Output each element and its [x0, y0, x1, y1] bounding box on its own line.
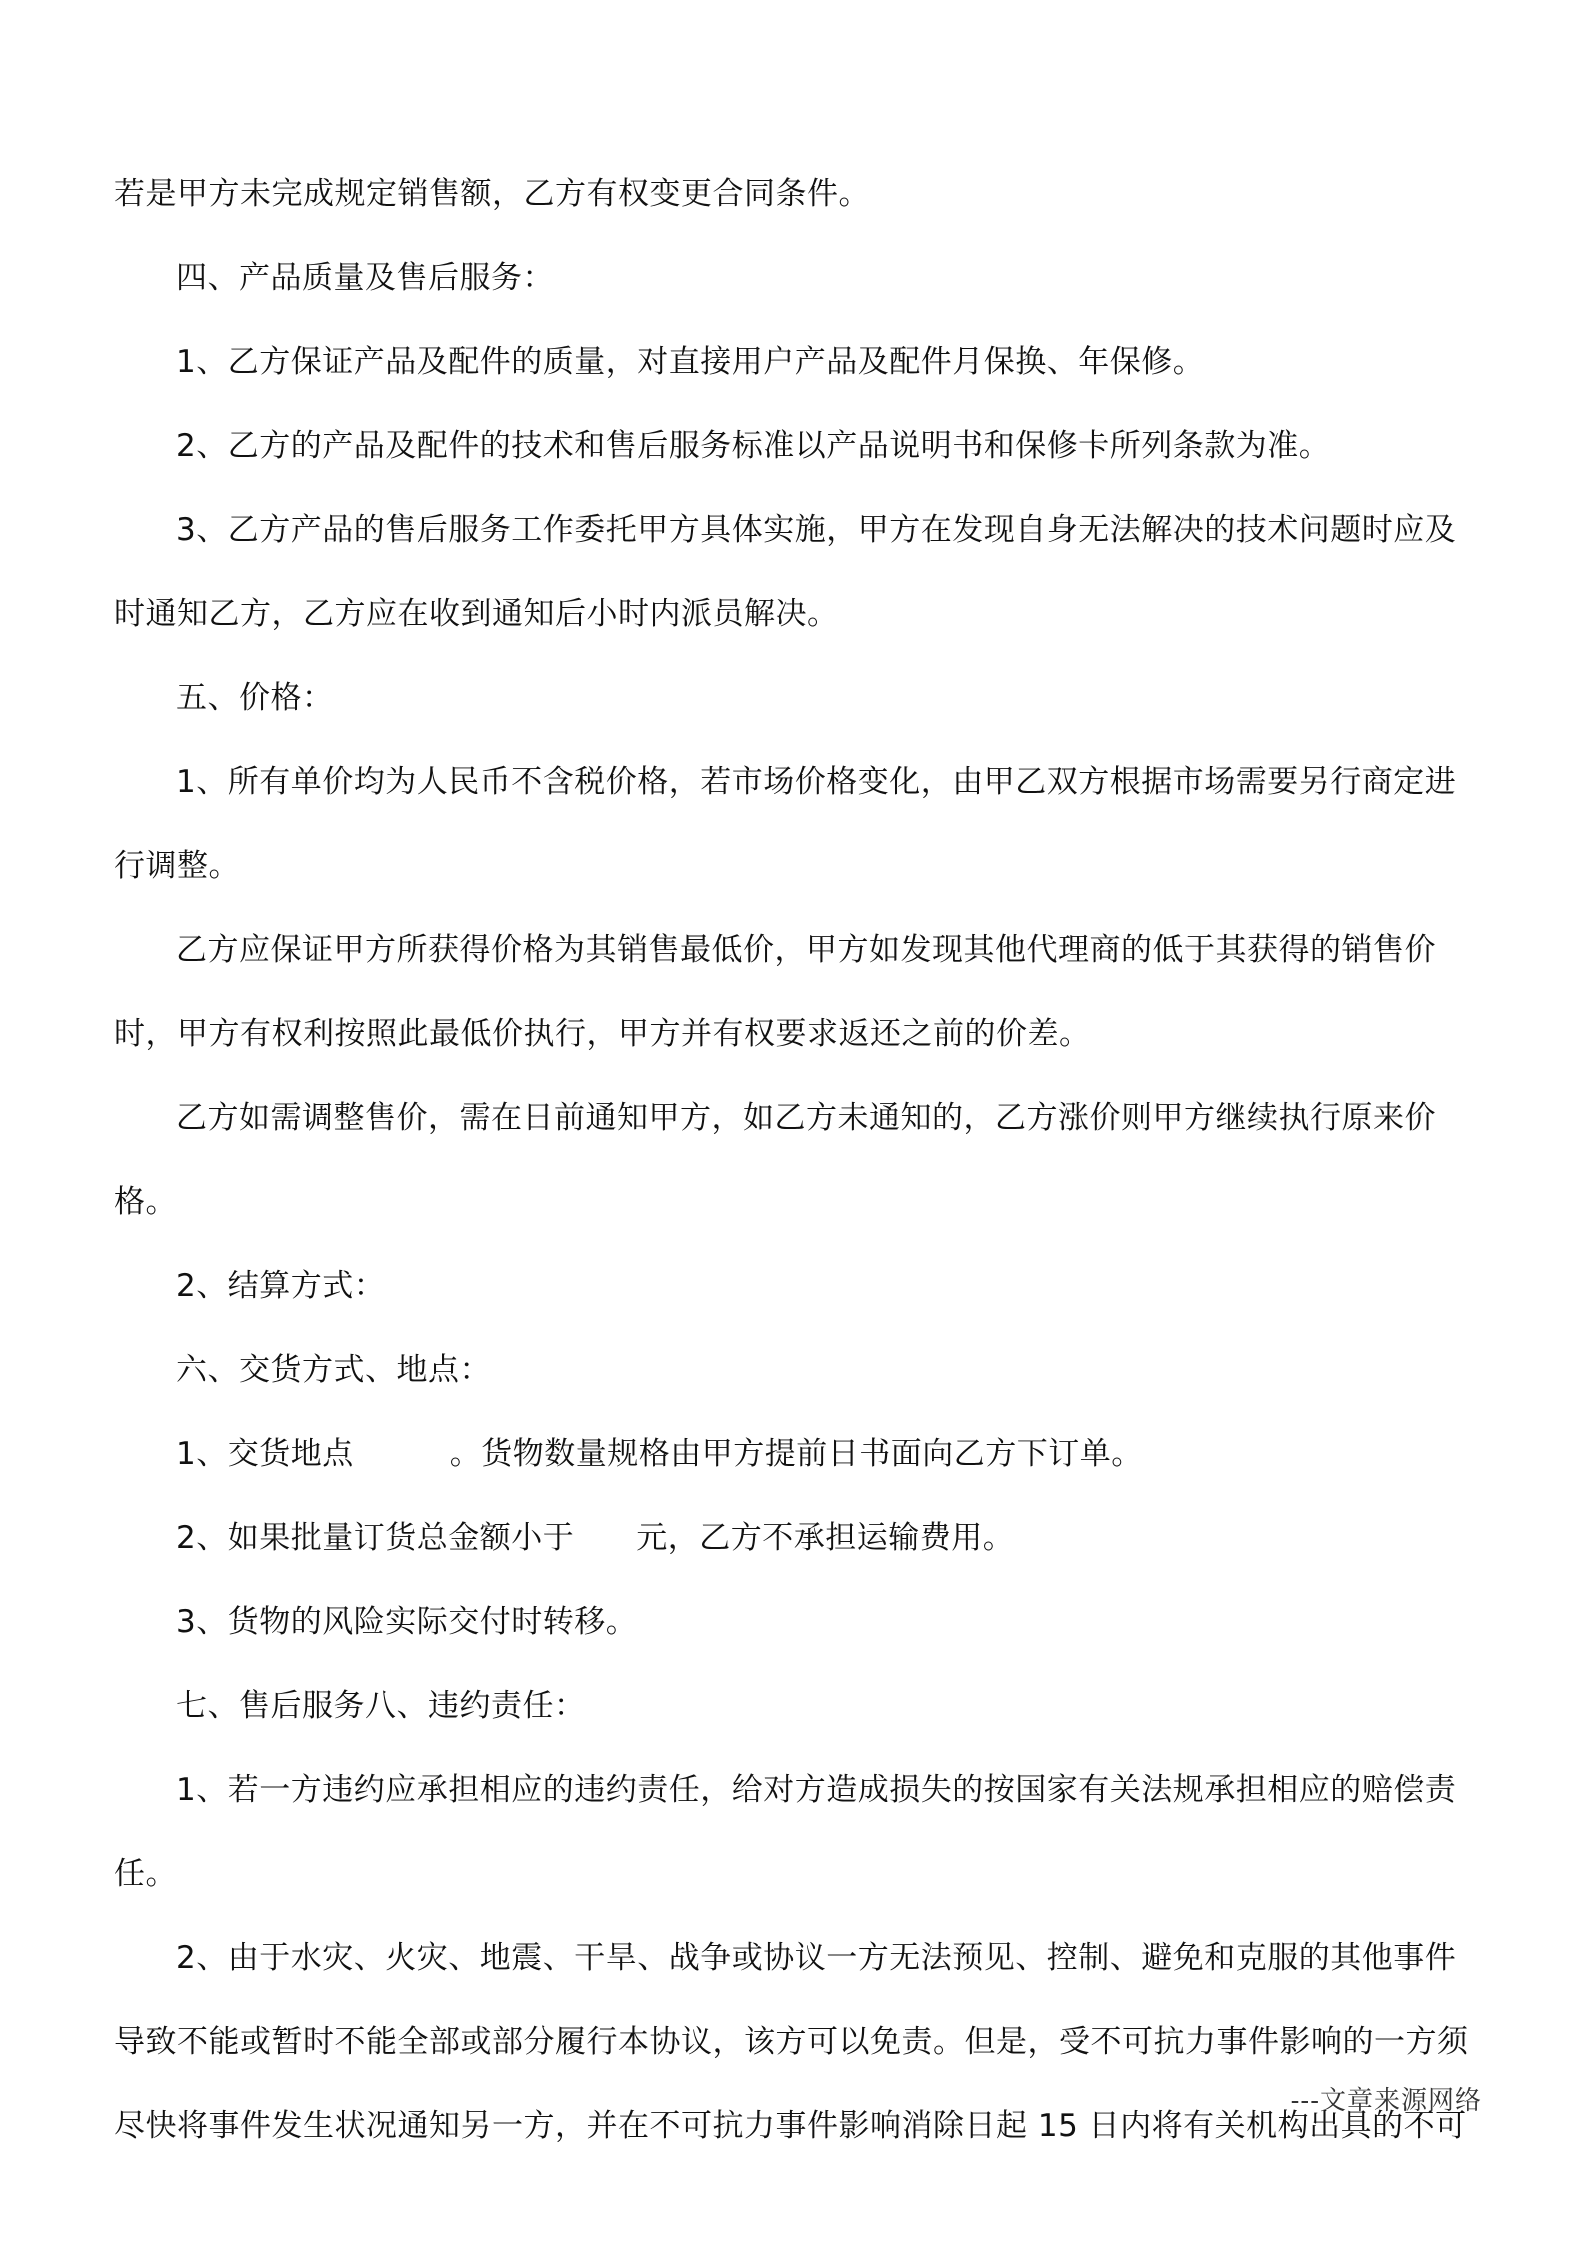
heading-quality-service: 四、产品质量及售后服务：: [176, 260, 554, 296]
paragraph-sales-condition: 若是甲方未完成规定销售额，乙方有权变更合同条件。: [114, 176, 870, 212]
paragraph-force-majeure: 2、由于水灾、火灾、地震、干旱、战争或协议一方无法预见、控制、避免和克服的其他事件导致不能或暂时不能全部或部分履行本协议，该方可以免责。但是，受不可抗力事件影响的一方须尽快将事件发生状况通知另一方，并在不可抗力事件影响消除日起 15 日内将有关机构出具的不可: [114, 1940, 1469, 2144]
heading-after-sales-liability: 七、售后服务八、违约责任：: [176, 1688, 586, 1724]
paragraph-delivery-3: 3、货物的风险实际交付时转移。: [176, 1604, 638, 1640]
delivery-1-after: 。货物数量规格由甲方提前日书面向乙方下订单。: [449, 1436, 1143, 1472]
source-footer: ---文章来源网络: [1290, 2086, 1482, 2116]
delivery-2-before: 2、如果批量订货总金额小于: [176, 1520, 575, 1556]
paragraph-quality-2: 2、乙方的产品及配件的技术和售后服务标准以产品说明书和保修卡所列条款为准。: [176, 428, 1331, 464]
delivery-2-after: 元，乙方不承担运输费用。: [636, 1520, 1015, 1556]
paragraph-quality-1: 1、乙方保证产品及配件的质量，对直接用户产品及配件月保换、年保修。: [176, 344, 1205, 380]
delivery-1-before: 1、交货地点: [176, 1436, 354, 1472]
paragraph-lowest-price: 乙方应保证甲方所获得价格为其销售最低价，甲方如发现其他代理商的低于其获得的销售价时，甲方有权利按照此最低价执行，甲方并有权要求返还之前的价差。: [114, 932, 1436, 1052]
paragraph-delivery-2: [114, 1496, 1482, 1580]
paragraph-delivery-1: [114, 1412, 1482, 1496]
paragraph-settlement: 2、结算方式：: [176, 1268, 386, 1304]
paragraph-price-adjust: 乙方如需调整售价，需在日前通知甲方，如乙方未通知的，乙方涨价则甲方继续执行原来价格。: [114, 1100, 1436, 1220]
paragraph-quality-3: 3、乙方产品的售后服务工作委托甲方具体实施，甲方在发现自身无法解决的技术问题时应及时通知乙方，乙方应在收到通知后小时内派员解决。: [114, 512, 1457, 632]
document-body: [114, 152, 1482, 2168]
heading-delivery: 六、交货方式、地点：: [176, 1352, 491, 1388]
heading-price: 五、价格：: [176, 680, 334, 716]
paragraph-price-1: 1、所有单价均为人民币不含税价格，若市场价格变化，由甲乙双方根据市场需要另行商定进行调整。: [114, 764, 1457, 884]
paragraph-liability-1: 1、若一方违约应承担相应的违约责任，给对方造成损失的按国家有关法规承担相应的赔偿责任。: [114, 1772, 1457, 1892]
